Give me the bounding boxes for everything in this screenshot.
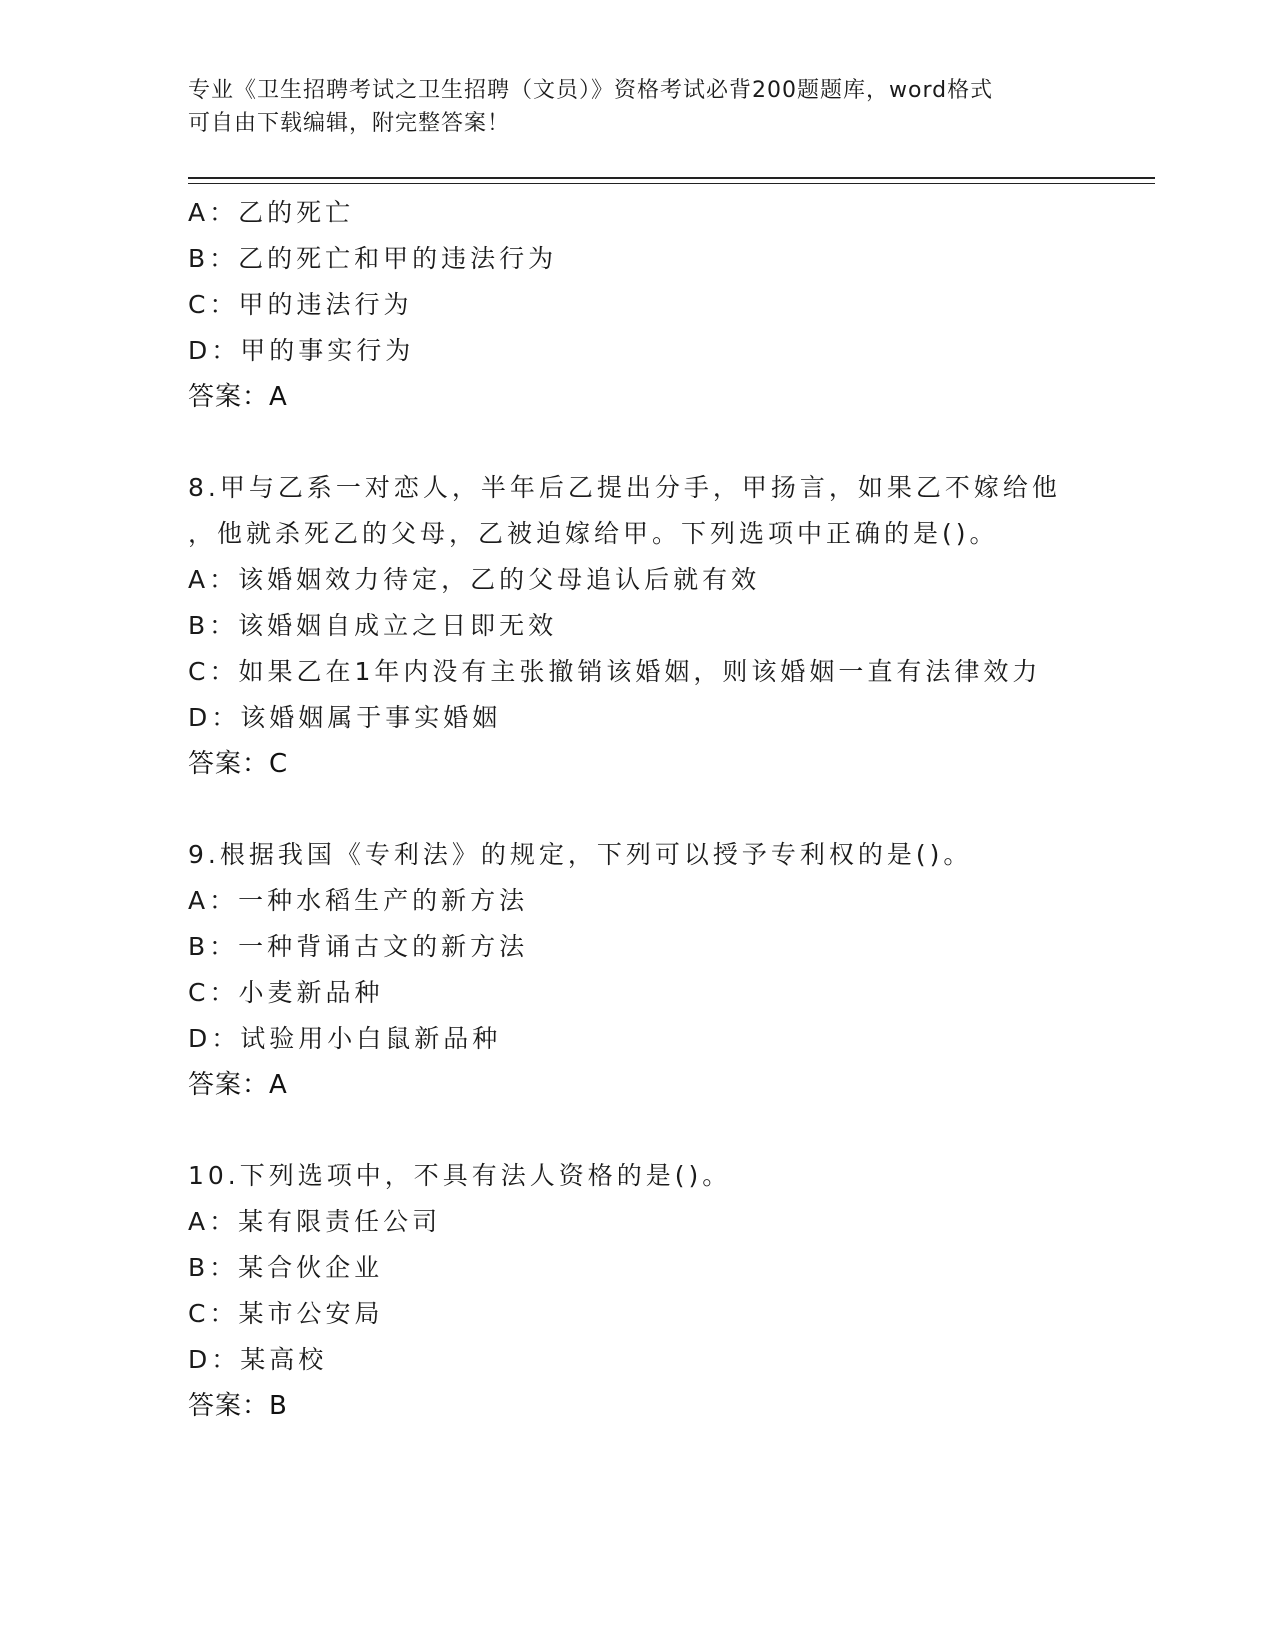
answer-label: 答案：A (188, 1070, 288, 1100)
question-list (188, 190, 1155, 1429)
option-a: A：该婚姻效力待定，乙的父母追认后就有效 (188, 565, 761, 594)
question-10 (188, 1153, 1155, 1429)
answer-label: 答案：C (188, 749, 289, 779)
question-9 (188, 832, 1155, 1108)
question-8 (188, 465, 1155, 787)
answer-label: 答案：A (188, 382, 288, 412)
option-a: A：乙的死亡 (188, 198, 355, 227)
option-b: B：某合伙企业 (188, 1253, 384, 1282)
question-stem: 9.根据我国《专利法》的规定，下列可以授予专利权的是()。 (188, 840, 973, 869)
option-c: C：甲的违法行为 (188, 290, 413, 319)
option-b: B：该婚姻自成立之日即无效 (188, 611, 558, 640)
question-stem: 8.甲与乙系一对恋人，半年后乙提出分手，甲扬言，如果乙不嫁给他 (188, 473, 1061, 502)
spacer (188, 787, 1155, 832)
option-c: C：某市公安局 (188, 1299, 384, 1328)
question-stem-continued: ，他就杀死乙的父母，乙被迫嫁给甲。下列选项中正确的是()。 (188, 519, 999, 548)
option-d: D：甲的事实行为 (188, 336, 415, 365)
answer-label: 答案：B (188, 1391, 288, 1421)
option-a: A：一种水稻生产的新方法 (188, 886, 529, 915)
option-c: C：如果乙在1年内没有主张撤销该婚姻，则该婚姻一直有法律效力 (188, 657, 1042, 686)
option-b: B：一种背诵古文的新方法 (188, 932, 529, 961)
question-stem: 10.下列选项中，不具有法人资格的是()。 (188, 1161, 732, 1190)
document-header (188, 74, 1068, 140)
spacer (188, 420, 1155, 465)
header-line-2: 可自由下载编辑，附完整答案！ (188, 111, 511, 136)
question-7 (188, 190, 1155, 420)
option-a: A：某有限责任公司 (188, 1207, 442, 1236)
spacer (188, 1108, 1155, 1153)
header-line-1: 专业《卫生招聘考试之卫生招聘（文员）》资格考试必背200题题库，word格式 (188, 78, 994, 103)
option-b: B：乙的死亡和甲的违法行为 (188, 244, 558, 273)
option-c: C：小麦新品种 (188, 978, 384, 1007)
option-d: D：试验用小白鼠新品种 (188, 1024, 502, 1053)
option-d: D：该婚姻属于事实婚姻 (188, 703, 502, 732)
header-divider-thick (188, 177, 1155, 179)
option-d: D：某高校 (188, 1345, 328, 1374)
header-divider-thin (188, 183, 1155, 184)
